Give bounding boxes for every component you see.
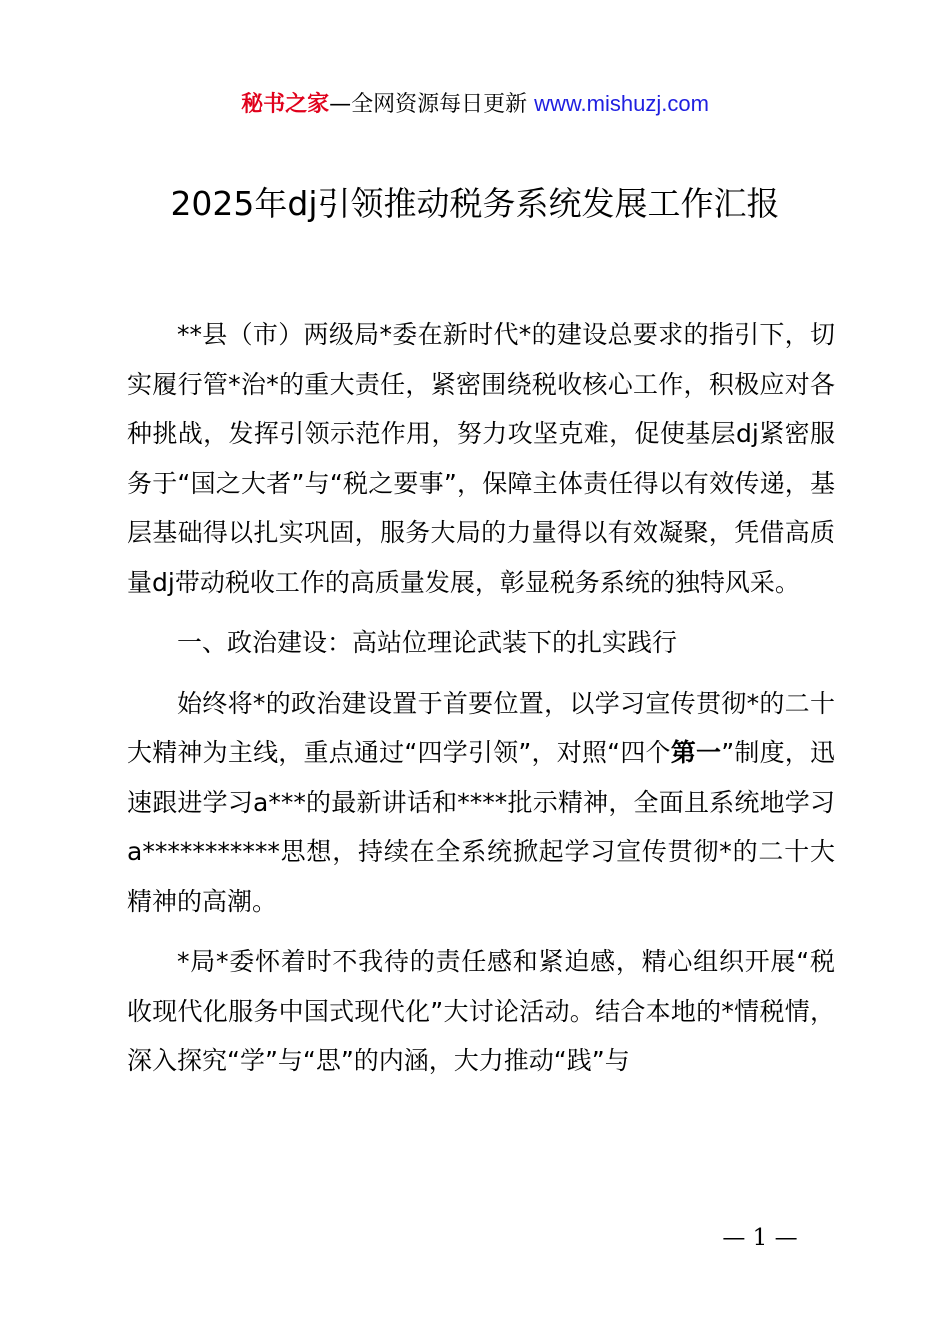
paragraph-text: ”制度，迅速跟进学习a***的最新讲话和****批示精神，全面且系统地学习a***********思想，持续在全系统掀起学习宣传贯彻*的二十大精神的高潮。 — [127, 738, 836, 916]
bold-emphasis: 第一 — [670, 738, 722, 767]
intro-paragraph: **县（市）两级局*委在新时代*的建设总要求的指引下，切实履行管*治*的重大责任，紧密围绕税收核心工作，积极应对各种挑战，发挥引领示范作用，努力攻坚克难，促使基层dj紧密服务于“国之大者”与“税之要事”，保障主体责任得以有效传递，基层基础得以扎实巩固，服务大局的力量得以有效凝聚，凭借高质量dj带动税收工作的高质量发展，彰显税务系统的独特风采。 — [127, 320, 835, 597]
body-paragraph — [127, 679, 835, 927]
section-heading: 一、政治建设：高站位理论武装下的扎实践行 — [177, 628, 678, 657]
document-body — [127, 310, 835, 1086]
header-url-link[interactable]: www.mishuzj.com — [534, 91, 709, 116]
document-title: 2025年dj引领推动税务系统发展工作汇报 — [170, 184, 780, 223]
header-tagline: —全网资源每日更新 — [329, 92, 535, 117]
body-paragraph: *局*委怀着时不我待的责任感和紧迫感，精心组织开展“税收现代化服务中国式现代化”大讨论活动。结合本地的*情税情，深入探究“学”与“思”的内涵，大力推动“践”与 — [127, 947, 835, 1075]
site-header — [0, 88, 950, 121]
page-number: — 1 — — [722, 1225, 798, 1251]
paragraph-text: 始终将*的政治建设置于首要位置，以学习宣传贯彻*的二十大精神为主线，重点通过“四学引领”，对照“四个 — [127, 688, 835, 767]
brand-name: 秘书之家 — [241, 92, 330, 117]
